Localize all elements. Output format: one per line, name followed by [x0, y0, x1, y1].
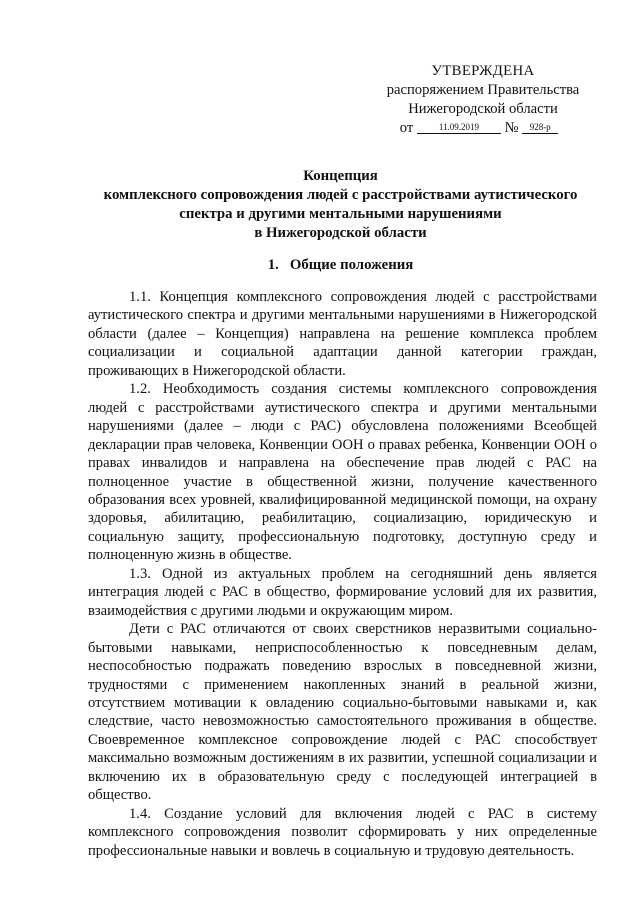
- document-body: [88, 288, 597, 860]
- approval-date-row: [362, 119, 596, 138]
- paragraph-1-3: 1.3. Одной из актуальных проблем на сегодняшний день является интеграция людей с РАС в общество, формирование условий для их развития, взаимодействия с другими людьми и окружающим миром.: [88, 565, 597, 619]
- approval-date: 11.09.2019: [417, 121, 501, 134]
- paragraph-1-4: 1.4. Создание условий для включения людей с РАС в систему комплексного сопровождения позволит сформировать у них определенные профессиональные навыки и вовлечь в социальную и трудовую деятельность.: [88, 805, 597, 859]
- paragraph-children: Дети с РАС отличаются от своих сверстников неразвитыми социально-бытовыми навыками, неприспособленностью к повседневным делам, неспособностью подражать поведению взрослых в повседневной жизни, трудностями с применением накопленных знаний в реальной жизни, отсутствием мотивации к овладению социально-бытовыми навыками и, как следствие, часто невозможностью самостоятельного проживания в обществе. Своевременное комплексное сопровождение людей с РАС способствует максимально возможным достижениям в их развитии, успешной социализации и включению их в образовательную среду с последующей интеграцией в общество.: [88, 621, 597, 804]
- paragraph-1-1: 1.1. Концепция комплексного сопровождения людей с расстройствами аутистического спектра и другими ментальными нарушениями в Нижегородской области (далее – Концепция) направлена на решение комплекса проблем социализации и социальной адаптации данной категории граждан, проживающих в Нижегородской области.: [88, 289, 597, 379]
- approved-heading: УТВЕРЖДЕНА: [431, 63, 535, 79]
- paragraph-1-2: 1.2. Необходимость создания системы комплексного сопровождения людей с расстройствами аутистического спектра и другими ментальными нарушениями (далее – люди с РАС) обусловлена положениями Всеобщей декларации прав человека, Конвенции ООН о правах ребенка, Конвенции ООН о правах инвалидов и направлена на обеспечение прав людей с РАС на полноценное участие в общественной жизни, получение качественного образования всех уровней, квалифицированной медицинской помощи, на охрану здоровья, абилитацию, реабилитацию, социализацию, юридическую и социальную защиту, профессиональную подготовку, доступную среду и полноценную жизнь в обществе.: [88, 381, 597, 564]
- document-title: [88, 167, 593, 243]
- title-line-1: Концепция: [303, 168, 378, 184]
- title-line-2: комплексного сопровождения людей с расстройствами аутистического: [103, 187, 578, 203]
- title-line-4: в Нижегородской области: [254, 225, 427, 241]
- title-line-3: спектра и другими ментальными нарушениями: [179, 206, 502, 222]
- approval-line-2: Нижегородской области: [408, 101, 558, 117]
- section-heading: 1. Общие положения: [267, 257, 414, 273]
- number-label: №: [504, 120, 519, 136]
- approval-stamp-block: [370, 62, 596, 138]
- from-label: от: [399, 120, 414, 136]
- approval-number: 928-р: [522, 121, 558, 134]
- approval-line-1: распоряжением Правительства: [386, 82, 580, 98]
